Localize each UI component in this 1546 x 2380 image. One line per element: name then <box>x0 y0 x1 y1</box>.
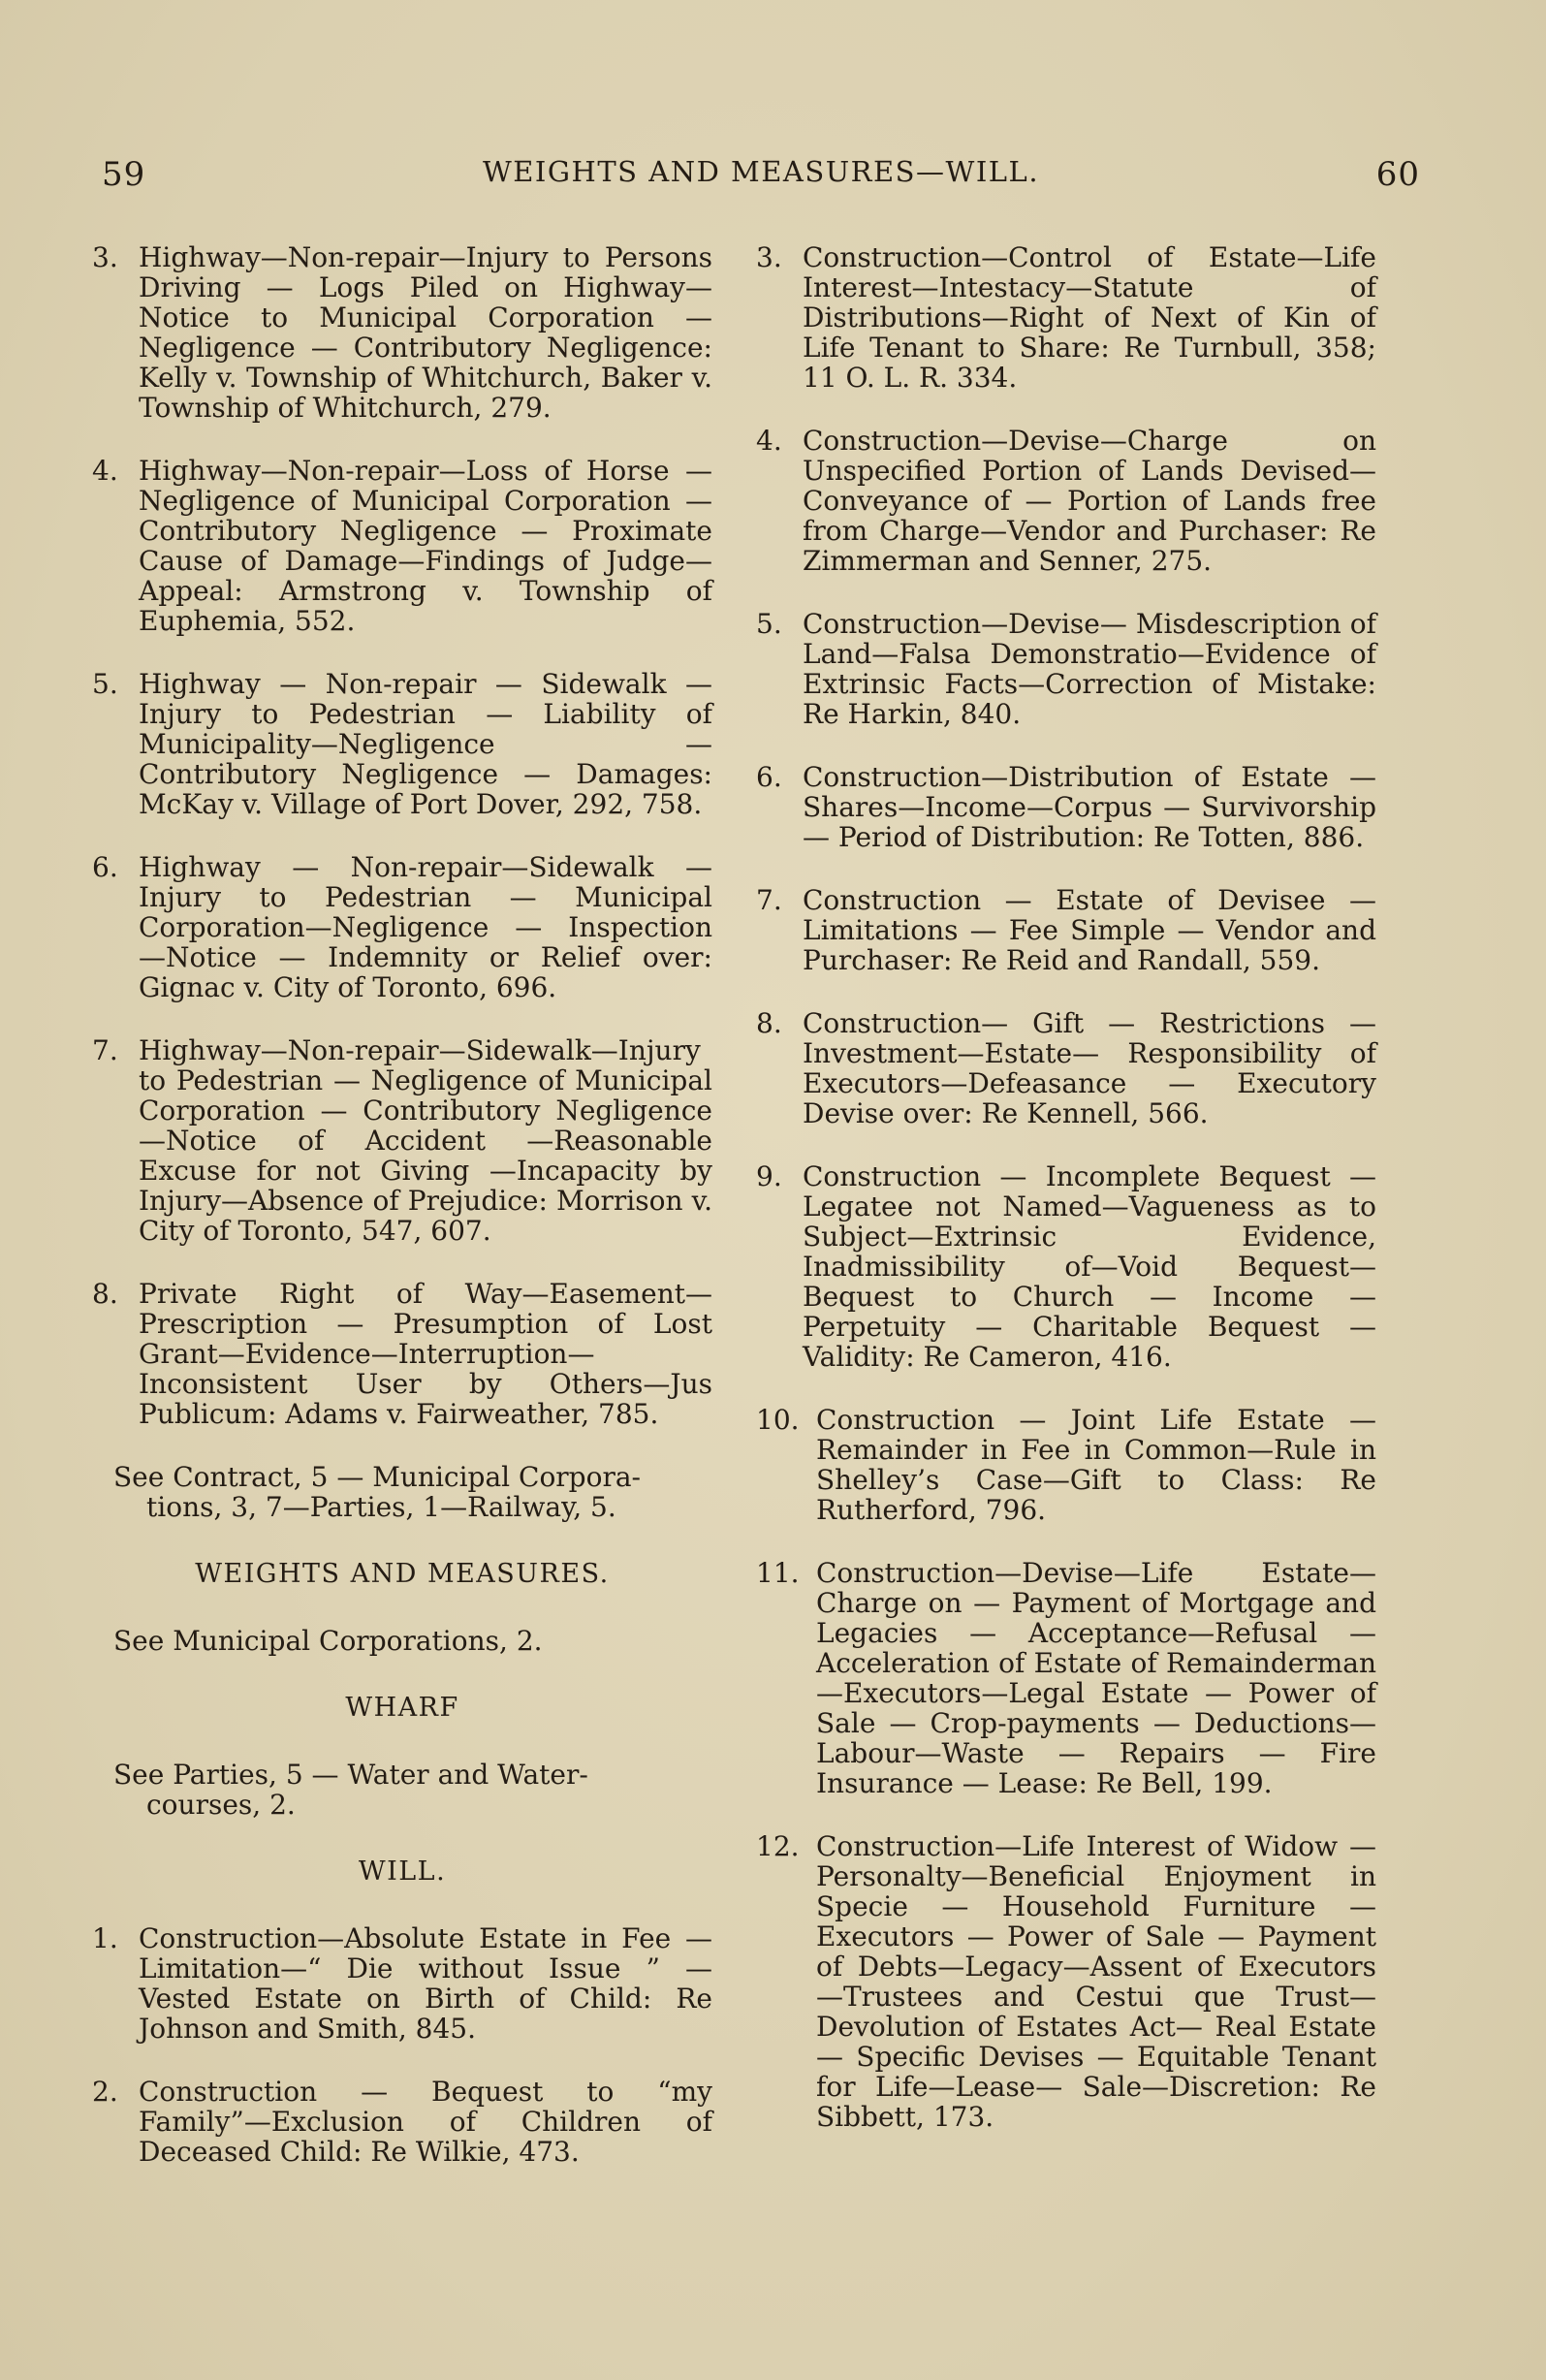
entry-text: Highway — Non-repair—Sidewalk — Injury to Pedestrian — Municipal Corporation—Negligence — Inspection —Notice — Indemnity or Relief over: Gignac v. City of Toronto, 696. <box>139 851 712 1003</box>
entry-text: Highway—Non-repair—Loss of Horse —Negligence of Municipal Corporation — Contributory Negligence — Proximate Cause of Damage—Findings of Judge—Appeal: Armstrong v. Township of Euphemia, 552. <box>139 455 712 637</box>
entry-text: Construction—Devise—Life Estate— Charge on — Payment of Mortgage and Legacies — Acceptance—Refusal —Acceleration of Estate of Remainderman—Executors—Legal Estate — Power of Sale — Crop-payments — Deductions—Labour—Waste — Repairs — Fire Insurance — Lease: Re Bell, 199. <box>816 1557 1376 1799</box>
will-entry-7 <box>756 885 1376 975</box>
see-also-first-line: See Contract, 5 — Municipal Corpora- <box>113 1461 642 1493</box>
entry-number: 3. <box>756 241 782 273</box>
entry-text: Highway—Non-repair—Injury to Persons Driving — Logs Piled on Highway—Notice to Municipal Corporation — Negligence — Contributory Negligence: Kelly v. Township of Whitchurch, Baker v. Township of Whitchurch, 279. <box>139 241 712 424</box>
will-entry-6 <box>756 762 1376 852</box>
entry-number: 6. <box>756 761 782 793</box>
entry-text: Construction— Gift — Restrictions — Investment—Estate— Responsibility of Executors—Defeasance — Executory Devise over: Re Kennell, 566. <box>803 1007 1376 1129</box>
will-entry-3 <box>756 242 1376 393</box>
entry-text: Construction — Joint Life Estate — Remainder in Fee in Common—Rule in Shelley’s Case—Gift to Class: Re Rutherford, 796. <box>816 1404 1376 1526</box>
section-heading-wharf: WHARF <box>345 1693 459 1723</box>
entry-number: 2. <box>92 2076 118 2108</box>
entry-number: 8. <box>756 1007 782 1039</box>
highway-entry-7 <box>92 1035 712 1246</box>
entry-text: Construction — Incomplete Bequest — Legatee not Named—Vagueness as to Subject—Extrinsic Evidence, Inadmissibility of—Void Bequest—Bequest to Church — Income — Perpetuity — Charitable Bequest — Validity: Re Cameron, 416. <box>803 1160 1376 1373</box>
entry-number: 11. <box>756 1557 800 1589</box>
way-entry-8 <box>92 1279 712 1429</box>
entry-text: Private Right of Way—Easement— Prescription — Presumption of Lost Grant—Evidence—Interruption— Inconsistent User by Others—Jus Publicum: Adams v. Fairweather, 785. <box>139 1278 712 1430</box>
entry-number: 6. <box>92 851 118 883</box>
see-also-first-line: See Parties, 5 — Water and Water- <box>113 1759 588 1791</box>
see-also-weights: See Municipal Corporations, 2. <box>113 1625 543 1657</box>
highway-entry-4 <box>92 456 712 636</box>
will-entry-9 <box>756 1161 1376 1372</box>
entry-text: Construction—Life Interest of Widow —Personalty—Beneficial Enjoyment in Specie — Household Furniture — Executors — Power of Sale — Payment of Debts—Legacy—Assent of Executors—Trustees and Cestui que Trust—Devolution of Estates Act— Real Estate — Specific Devises — Equitable Tenant for Life—Lease— Sale—Discretion: Re Sibbett, 173. <box>816 1830 1376 2133</box>
highway-entry-6 <box>92 852 712 1002</box>
highway-entry-5 <box>92 669 712 819</box>
will-entry-2 <box>92 2077 712 2167</box>
entry-number: 9. <box>756 1160 782 1192</box>
running-title: WEIGHTS AND MEASURES—WILL. <box>482 155 1040 188</box>
see-also-continuation: tions, 3, 7—Parties, 1—Railway, 5. <box>146 1491 616 1523</box>
will-entry-8 <box>756 1008 1376 1128</box>
page-number-left: 59 <box>102 155 146 194</box>
entry-text: Highway—Non-repair—Sidewalk—Injury to Pedestrian — Negligence of Municipal Corporation — Contributory Negligence—Notice of Accident —Reasonable Excuse for not Giving —Incapacity by Injury—Absence of Prejudice: Morrison v. City of Toronto, 547, 607. <box>139 1034 712 1247</box>
will-entry-12 <box>756 1831 1376 2132</box>
will-entry-10 <box>756 1405 1376 1525</box>
entry-text: Construction — Estate of Devisee — Limitations — Fee Simple — Vendor and Purchaser: Re Reid and Randall, 559. <box>803 884 1376 976</box>
entry-number: 8. <box>92 1278 118 1310</box>
will-entry-5 <box>756 609 1376 729</box>
entry-number: 4. <box>756 425 782 457</box>
see-also-wharf <box>92 1760 712 1820</box>
page-header <box>102 155 1420 213</box>
entry-text: Construction—Devise—Charge on Unspecified Portion of Lands Devised— Conveyance of — Portion of Lands free from Charge—Vendor and Purchaser: Re Zimmerman and Senner, 275. <box>803 425 1376 577</box>
entry-number: 12. <box>756 1830 800 1862</box>
highway-entry-3 <box>92 242 712 423</box>
entry-number: 5. <box>756 608 782 640</box>
entry-number: 7. <box>756 884 782 916</box>
section-heading-weights: WEIGHTS AND MEASURES. <box>195 1559 610 1589</box>
right-column <box>756 242 1376 2165</box>
entry-number: 10. <box>756 1404 800 1436</box>
entry-number: 1. <box>92 1922 118 1954</box>
will-entry-4 <box>756 426 1376 576</box>
see-also-continuation: courses, 2. <box>146 1789 296 1821</box>
entry-text: Construction—Control of Estate—Life Interest—Intestacy—Statute of Distributions—Right of Next of Kin of Life Tenant to Share: Re Turnbull, 358; 11 O. L. R. 334. <box>803 241 1376 394</box>
entry-number: 5. <box>92 668 118 700</box>
entry-number: 4. <box>92 455 118 487</box>
entry-text: Construction—Devise— Misdescription of Land—Falsa Demonstratio—Evidence of Extrinsic Facts—Correction of Mistake: Re Harkin, 840. <box>803 608 1376 730</box>
entry-number: 3. <box>92 241 118 273</box>
will-entry-1 <box>92 1923 712 2044</box>
entry-text: Construction — Bequest to “my Family”—Exclusion of Children of Deceased Child: Re Wilkie, 473. <box>139 2076 712 2168</box>
will-entry-11 <box>756 1558 1376 1798</box>
page-number-right: 60 <box>1375 155 1420 194</box>
left-column <box>92 242 712 2200</box>
entry-text: Construction—Distribution of Estate —Shares—Income—Corpus — Survivorship — Period of Distribution: Re Totten, 886. <box>803 761 1376 853</box>
entry-text: Highway — Non-repair — Sidewalk — Injury to Pedestrian — Liability of Municipality—Negligence — Contributory Negligence — Damages: McKay v. Village of Port Dover, 292, 758. <box>139 668 712 820</box>
see-also-highway <box>92 1462 712 1522</box>
entry-text: Construction—Absolute Estate in Fee —Limitation—“ Die without Issue ” —Vested Estate on Birth of Child: Re Johnson and Smith, 845. <box>139 1922 712 2045</box>
entry-number: 7. <box>92 1034 118 1066</box>
section-heading-will: WILL. <box>358 1856 447 1887</box>
